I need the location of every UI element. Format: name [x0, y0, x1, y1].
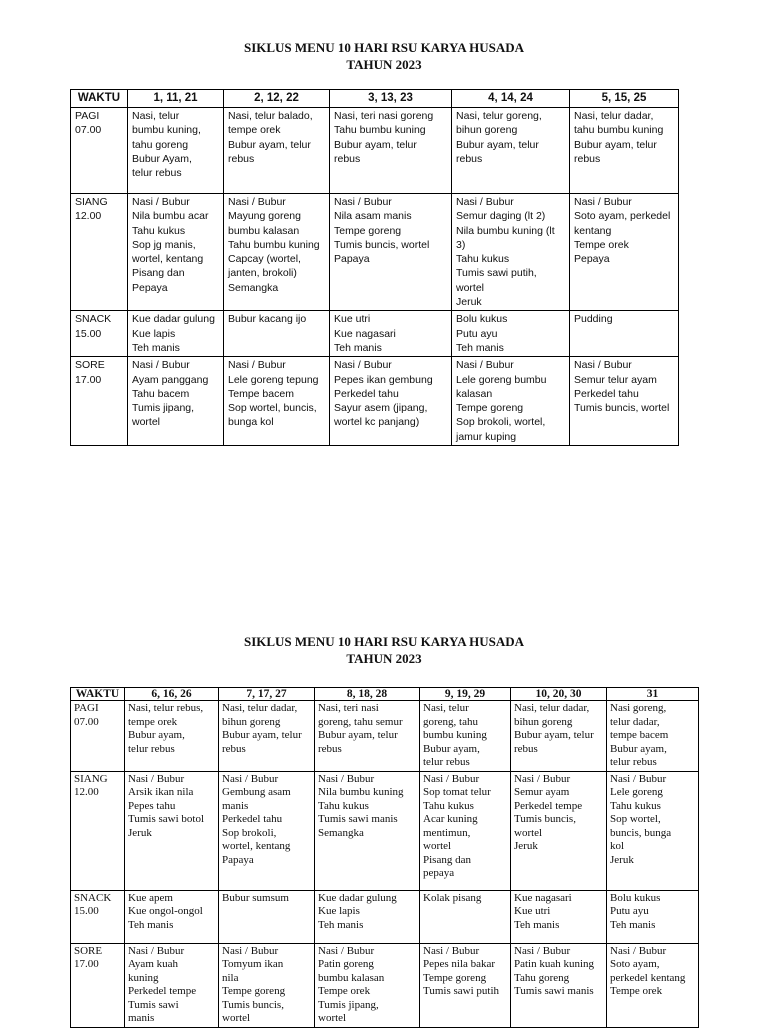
- menu-item-text: Nasi, telur dadar,: [514, 702, 590, 714]
- day-column-header: 8, 18, 28: [315, 688, 420, 701]
- meal-name: SIANG: [74, 772, 108, 785]
- menu-item-text: Tempe goreng: [456, 402, 524, 415]
- menu-item-text: Nasi / Bubur: [222, 772, 279, 785]
- menu-item-text: Tumis buncis,: [222, 998, 284, 1011]
- meal-time-cell: [71, 311, 128, 357]
- menu-item-text: Putu ayu: [456, 327, 498, 340]
- menu-cell: [607, 890, 699, 943]
- menu-item-text: Papaya: [222, 853, 254, 866]
- menu-item-text: Pisang dan: [132, 267, 185, 280]
- menu-item-text: Jeruk: [128, 826, 152, 839]
- menu-item-text: kentang: [574, 224, 612, 237]
- menu-item-text: Tahu kukus: [132, 224, 186, 237]
- menu-cell: [607, 701, 699, 772]
- day-column-header: 5, 15, 25: [570, 90, 679, 108]
- menu-item-text: wortel: [423, 840, 452, 852]
- menu-item-text: wortel, kentang: [222, 840, 291, 852]
- menu-cell: [511, 771, 607, 890]
- day-column-header: 9, 19, 29: [420, 688, 511, 701]
- menu-item-text: Nasi, telur: [132, 110, 180, 122]
- menu-item-text: telur rebus: [610, 756, 657, 768]
- menu-item-text: Nasi / Bubur: [132, 359, 190, 372]
- menu-item-text: Tempe goreng: [423, 971, 487, 984]
- menu-item-text: Semur ayam: [514, 786, 570, 798]
- meal-time-cell: [71, 943, 125, 1027]
- menu-item-text: Nasi, telur goreng,: [456, 110, 542, 122]
- menu-item-text: Teh manis: [318, 918, 364, 931]
- menu-item-text: Tomyum ikan: [222, 958, 284, 970]
- menu-item-text: Nasi / Bubur: [514, 944, 571, 957]
- menu-item-text: bumbu kuning,: [132, 124, 201, 137]
- meal-time-cell: [71, 771, 125, 890]
- menu-item-text: Bubur ayam, telur: [228, 138, 311, 151]
- menu-cell: [607, 771, 699, 890]
- meal-row: [71, 108, 679, 194]
- menu-item-text: wortel kc panjang): [334, 416, 420, 429]
- menu-item-text: rebus: [334, 152, 361, 165]
- menu-item-text: Nasi, teri nasi goreng: [334, 110, 434, 122]
- section-1-title: [0, 39, 768, 73]
- menu-item-text: wortel: [456, 281, 485, 294]
- menu-item-text: Lele goreng: [610, 786, 663, 798]
- menu-item-text: Nasi / Bubur: [423, 944, 480, 957]
- menu-item-text: kuning: [128, 971, 159, 984]
- meal-row: [71, 943, 699, 1027]
- menu-item-text: bumbu kuning: [423, 729, 487, 741]
- menu-item-text: Tumis sawi: [128, 998, 179, 1011]
- menu-cell: [125, 890, 219, 943]
- menu-item-text: Nasi / Bubur: [610, 772, 667, 785]
- menu-item-text: Lele goreng tepung: [228, 373, 319, 386]
- menu-item-text: Ayam kuah: [128, 958, 179, 970]
- menu-item-text: Nasi / Bubur: [128, 944, 185, 957]
- meal-name: SORE: [75, 359, 105, 372]
- menu-item-text: Kue nagasari: [514, 891, 572, 904]
- menu-item-text: Tahu kukus: [318, 799, 369, 812]
- meal-time: 07.00: [75, 124, 102, 137]
- menu-item-text: Nila bumbu kuning (lt: [456, 224, 555, 237]
- menu-item-text: Lele goreng bumbu: [456, 373, 547, 386]
- menu-item-text: wortel: [318, 1012, 347, 1024]
- menu-item-text: Kue nagasari: [334, 327, 396, 340]
- menu-item-text: Tahu goreng: [514, 971, 570, 984]
- menu-item-text: manis: [222, 799, 249, 812]
- menu-cell: [219, 890, 315, 943]
- meal-name: SORE: [74, 944, 103, 957]
- menu-item-text: Tumis buncis, wortel: [574, 402, 670, 415]
- menu-item-text: Bubur ayam,: [128, 729, 185, 741]
- menu-cell: [511, 701, 607, 772]
- menu-item-text: Kolak pisang: [423, 891, 482, 904]
- menu-item-text: Nasi / Bubur: [574, 359, 632, 372]
- menu-item-text: Pisang dan: [423, 853, 471, 866]
- menu-cell: [128, 311, 224, 357]
- menu-item-text: tahu goreng: [132, 138, 189, 151]
- meal-time-cell: [71, 194, 128, 311]
- menu-cell: [452, 108, 570, 194]
- menu-cell: [330, 311, 452, 357]
- menu-item-text: Kue utri: [334, 313, 371, 326]
- menu-cell: [315, 771, 420, 890]
- menu-item-text: Tahu kukus: [423, 799, 474, 812]
- waktu-header: WAKTU: [71, 688, 125, 701]
- menu-item-text: Tahu bumbu kuning: [228, 238, 320, 251]
- menu-item-text: Tumis sawi manis: [318, 813, 398, 825]
- section-2-title-line1: SIKLUS MENU 10 HARI RSU KARYA HUSADA: [243, 634, 525, 649]
- meal-row: [71, 890, 699, 943]
- menu-item-text: Bubur ayam, telur: [222, 729, 302, 741]
- menu-item-text: Teh manis: [456, 341, 504, 354]
- menu-item-text: Nasi / Bubur: [334, 359, 392, 372]
- menu-cell: [128, 194, 224, 311]
- menu-item-text: bihun goreng: [222, 715, 281, 728]
- menu-item-text: Bubur ayam, telur: [334, 138, 417, 151]
- menu-item-text: goreng, tahu semur: [318, 715, 403, 728]
- menu-cell: [224, 357, 330, 446]
- menu-item-text: Tahu kukus: [610, 799, 661, 812]
- menu-item-text: rebus: [228, 152, 255, 165]
- menu-cell: [125, 771, 219, 890]
- menu-item-text: kol: [610, 840, 625, 852]
- menu-item-text: Tahu bumbu kuning: [334, 124, 426, 137]
- menu-item-text: nila: [222, 971, 239, 984]
- menu-item-text: Bubur Ayam,: [132, 152, 192, 165]
- meal-time: 15.00: [74, 905, 99, 917]
- section-2-title-line2: TAHUN 2023: [346, 651, 422, 666]
- meal-time: 12.00: [75, 210, 102, 223]
- menu-item-text: Putu ayu: [610, 905, 649, 917]
- meal-time: 07.00: [74, 715, 99, 728]
- menu-cell: [420, 701, 511, 772]
- menu-cell: [219, 943, 315, 1027]
- menu-item-text: rebus: [574, 152, 601, 165]
- menu-item-text: Gembung asam: [222, 786, 291, 798]
- menu-cell: [224, 311, 330, 357]
- menu-item-text: Bolu kukus: [456, 313, 508, 326]
- menu-item-text: wortel: [222, 1012, 251, 1024]
- day-column-header: 4, 14, 24: [452, 90, 570, 108]
- menu-cell: [315, 701, 420, 772]
- menu-item-text: Sop jg manis,: [132, 238, 196, 251]
- waktu-header: WAKTU: [71, 90, 128, 108]
- menu-item-text: Ayam panggang: [132, 373, 209, 386]
- menu-item-text: Patin kuah kuning: [514, 958, 595, 970]
- menu-cell: [128, 108, 224, 194]
- day-column-header: 1, 11, 21: [128, 90, 224, 108]
- menu-cell: [330, 357, 452, 446]
- day-column-header: 7, 17, 27: [219, 688, 315, 701]
- menu-item-text: bihun goreng: [514, 715, 573, 728]
- menu-item-text: Capcay (wortel,: [228, 253, 301, 266]
- menu-item-text: Teh manis: [128, 918, 174, 931]
- meal-row: [71, 194, 679, 311]
- section-2-title: [0, 633, 768, 667]
- meal-time: 15.00: [75, 327, 102, 340]
- menu-cell: [570, 194, 679, 311]
- menu-cell: [330, 108, 452, 194]
- meal-time-cell: [71, 890, 125, 943]
- menu-item-text: Mayung goreng: [228, 210, 301, 223]
- menu-item-text: Teh manis: [514, 918, 560, 931]
- menu-item-text: bumbu kalasan: [318, 971, 385, 984]
- menu-item-text: Semangka: [318, 826, 364, 839]
- menu-item-text: jamur kuping: [456, 430, 517, 443]
- menu-table-1: [70, 89, 679, 446]
- menu-cell: [224, 194, 330, 311]
- menu-item-text: goreng, tahu: [423, 715, 478, 728]
- meal-name: SNACK: [74, 891, 112, 904]
- meal-time: 17.00: [74, 958, 99, 970]
- menu-item-text: Kue lapis: [318, 905, 360, 917]
- menu-item-text: kalasan: [456, 387, 493, 400]
- menu-item-text: Sop wortel,: [610, 813, 661, 825]
- menu-item-text: Soto ayam, perkedel: [574, 210, 671, 223]
- menu-item-text: telur rebus: [423, 756, 470, 768]
- menu-item-text: Acar kuning: [423, 813, 478, 825]
- menu-cell: [125, 701, 219, 772]
- menu-item-text: rebus: [514, 742, 538, 755]
- meal-row: [71, 311, 679, 357]
- menu-item-text: Bubur ayam,: [610, 742, 667, 755]
- meal-row: [71, 771, 699, 890]
- menu-cell: [570, 108, 679, 194]
- menu-item-text: Perkedel tahu: [222, 813, 283, 825]
- menu-item-text: Jeruk: [610, 853, 634, 866]
- menu-cell: [511, 943, 607, 1027]
- menu-item-text: janten, brokoli): [228, 267, 297, 280]
- meal-name: SNACK: [75, 313, 112, 326]
- menu-cell: [420, 943, 511, 1027]
- meal-name: SIANG: [75, 196, 108, 208]
- menu-item-text: Perkedel tempe: [514, 799, 583, 812]
- menu-item-text: 3): [456, 238, 466, 251]
- menu-item-text: Bubur ayam,: [423, 742, 480, 755]
- menu-item-text: Tempe orek: [610, 985, 663, 997]
- menu-cell: [570, 357, 679, 446]
- menu-item-text: Pepaya: [574, 253, 610, 266]
- menu-item-text: Nasi goreng,: [610, 702, 667, 714]
- menu-item-text: buncis, bunga: [610, 826, 672, 839]
- menu-item-text: Sop brokoli, wortel,: [456, 416, 546, 429]
- menu-item-text: Bubur kacang ijo: [228, 313, 307, 326]
- menu-item-text: Tempe goreng: [334, 224, 402, 237]
- menu-item-text: bumbu kalasan: [228, 224, 300, 237]
- menu-item-text: Teh manis: [334, 341, 382, 354]
- menu-item-text: Jeruk: [514, 840, 538, 852]
- menu-cell: [452, 357, 570, 446]
- menu-cell: [452, 311, 570, 357]
- menu-item-text: Papaya: [334, 253, 370, 266]
- menu-item-text: Sop wortel, buncis,: [228, 402, 317, 415]
- menu-item-text: Semur daging (lt 2): [456, 210, 546, 223]
- menu-cell: [125, 943, 219, 1027]
- menu-item-text: telur rebus: [128, 742, 175, 755]
- menu-item-text: Kue dadar gulung: [318, 891, 397, 904]
- menu-item-text: Bubur ayam, telur: [514, 729, 594, 741]
- menu-item-text: Arsik ikan nila: [128, 786, 194, 798]
- menu-item-text: wortel, kentang: [132, 253, 204, 266]
- menu-item-text: Perkedel tahu: [574, 387, 639, 400]
- menu-item-text: Bubur ayam, telur: [318, 729, 398, 741]
- menu-cell: [570, 311, 679, 357]
- menu-item-text: Tempe bacem: [228, 387, 294, 400]
- header-row: [71, 90, 679, 108]
- day-column-header: 10, 20, 30: [511, 688, 607, 701]
- menu-item-text: Tumis sawi putih: [423, 985, 500, 997]
- menu-item-text: telur rebus: [132, 167, 182, 180]
- menu-cell: [219, 701, 315, 772]
- menu-item-text: Tumis sawi manis: [514, 985, 594, 997]
- menu-item-text: Nasi, telur dadar,: [574, 110, 654, 122]
- menu-item-text: Nasi, telur: [423, 702, 469, 714]
- section-1-title-line2: TAHUN 2023: [346, 57, 422, 72]
- menu-item-text: Kue lapis: [132, 327, 176, 340]
- menu-item-text: perkedel kentang: [610, 971, 686, 984]
- meal-time: 17.00: [75, 373, 102, 386]
- menu-item-text: Teh manis: [610, 918, 656, 931]
- menu-item-text: Nasi / Bubur: [334, 196, 392, 208]
- menu-item-text: Tempe goreng: [222, 985, 286, 997]
- menu-item-text: Pepaya: [132, 281, 168, 294]
- menu-item-text: bihun goreng: [456, 124, 518, 137]
- menu-item-text: Jeruk: [456, 296, 482, 309]
- menu-item-text: Kue ongol-ongol: [128, 905, 203, 917]
- menu-cell: [315, 890, 420, 943]
- menu-item-text: Tumis sawi botol: [128, 813, 205, 825]
- menu-item-text: Nasi / Bubur: [132, 196, 190, 208]
- menu-cell: [128, 357, 224, 446]
- menu-item-text: bunga kol: [228, 416, 274, 429]
- menu-item-text: Nasi / Bubur: [228, 196, 286, 208]
- menu-item-text: tahu bumbu kuning: [574, 124, 664, 137]
- menu-item-text: Soto ayam,: [610, 958, 660, 970]
- menu-item-text: Semangka: [228, 281, 279, 294]
- menu-item-text: Nasi / Bubur: [456, 359, 514, 372]
- menu-cell: [420, 771, 511, 890]
- menu-item-text: Tumis sawi putih,: [456, 267, 537, 280]
- menu-item-text: Teh manis: [132, 341, 180, 354]
- menu-item-text: Pepes tahu: [128, 799, 176, 812]
- menu-cell: [607, 943, 699, 1027]
- menu-item-text: Perkedel tempe: [128, 985, 197, 997]
- menu-item-text: Nasi, telur rebus,: [128, 702, 204, 714]
- meal-name: PAGI: [75, 110, 100, 122]
- menu-item-text: Nasi / Bubur: [128, 772, 185, 785]
- meal-row: [71, 701, 699, 772]
- meal-row: [71, 357, 679, 446]
- menu-cell: [452, 194, 570, 311]
- menu-item-text: wortel: [514, 826, 543, 839]
- day-column-header: 6, 16, 26: [125, 688, 219, 701]
- menu-cell: [420, 890, 511, 943]
- menu-item-text: Pudding: [574, 313, 613, 326]
- menu-item-text: Sayur asem (jipang,: [334, 402, 428, 415]
- day-column-header: 3, 13, 23: [330, 90, 452, 108]
- menu-cell: [315, 943, 420, 1027]
- menu-item-text: Tumis buncis, wortel: [334, 238, 430, 251]
- menu-item-text: rebus: [222, 742, 246, 755]
- menu-item-text: Nasi, teri nasi: [318, 702, 379, 714]
- meal-name: PAGI: [74, 702, 99, 714]
- menu-item-text: Nila asam manis: [334, 210, 412, 223]
- menu-item-text: Kue utri: [514, 905, 551, 917]
- meal-time: 12.00: [74, 786, 99, 798]
- menu-item-text: Nasi / Bubur: [222, 944, 279, 957]
- menu-item-text: Kue apem: [128, 891, 173, 904]
- menu-item-text: Bubur ayam, telur: [456, 138, 539, 151]
- menu-item-text: tempe orek: [228, 124, 281, 137]
- menu-item-text: Pepes ikan gembung: [334, 373, 433, 386]
- menu-item-text: Semur telur ayam: [574, 373, 657, 386]
- menu-item-text: Nasi / Bubur: [456, 196, 514, 208]
- menu-item-text: mentimun,: [423, 826, 471, 839]
- menu-item-text: Tahu bacem: [132, 387, 190, 400]
- menu-item-text: Nasi / Bubur: [318, 772, 375, 785]
- menu-item-text: Nila bumbu acar: [132, 210, 209, 223]
- menu-item-text: Nasi, telur balado,: [228, 110, 313, 122]
- menu-item-text: Bubur sumsum: [222, 891, 289, 904]
- menu-item-text: Nasi / Bubur: [514, 772, 571, 785]
- menu-item-text: rebus: [318, 742, 342, 755]
- menu-cell: [224, 108, 330, 194]
- menu-item-text: pepaya: [423, 867, 455, 879]
- menu-item-text: Patin goreng: [318, 958, 374, 970]
- menu-item-text: tempe orek: [128, 715, 178, 728]
- menu-item-text: telur dadar,: [610, 715, 660, 728]
- header-row: [71, 688, 699, 701]
- menu-item-text: Nila bumbu kuning: [318, 786, 404, 798]
- menu-item-text: Nasi / Bubur: [318, 944, 375, 957]
- menu-item-text: Tumis buncis,: [514, 813, 576, 825]
- menu-item-text: manis: [128, 1012, 155, 1024]
- menu-item-text: Tumis jipang,: [132, 402, 195, 415]
- meal-time-cell: [71, 357, 128, 446]
- menu-item-text: Nasi / Bubur: [574, 196, 632, 208]
- menu-item-text: Bubur ayam, telur: [574, 138, 657, 151]
- menu-item-text: Bolu kukus: [610, 891, 661, 904]
- menu-cell: [219, 771, 315, 890]
- menu-table-2: [70, 687, 699, 1028]
- menu-item-text: Tempe orek: [318, 985, 371, 997]
- day-column-header: 31: [607, 688, 699, 701]
- meal-time-cell: [71, 701, 125, 772]
- day-column-header: 2, 12, 22: [224, 90, 330, 108]
- menu-item-text: Kue dadar gulung: [132, 313, 215, 326]
- menu-item-text: tempe bacem: [610, 729, 669, 741]
- meal-time-cell: [71, 108, 128, 194]
- menu-item-text: wortel: [132, 416, 161, 429]
- menu-cell: [511, 890, 607, 943]
- menu-item-text: Tempe orek: [574, 238, 629, 251]
- menu-item-text: rebus: [456, 152, 483, 165]
- menu-item-text: Nasi / Bubur: [423, 772, 480, 785]
- menu-item-text: Sop brokoli,: [222, 826, 277, 839]
- menu-item-text: Pepes nila bakar: [423, 958, 496, 970]
- menu-item-text: Nasi, telur dadar,: [222, 702, 298, 714]
- menu-item-text: Nasi / Bubur: [610, 944, 667, 957]
- menu-item-text: Sop tomat telur: [423, 786, 491, 798]
- menu-item-text: Tahu kukus: [456, 253, 510, 266]
- menu-item-text: Perkedel tahu: [334, 387, 399, 400]
- menu-item-text: Nasi / Bubur: [228, 359, 286, 372]
- menu-item-text: Tumis jipang,: [318, 998, 379, 1011]
- menu-cell: [330, 194, 452, 311]
- section-1-title-line1: SIKLUS MENU 10 HARI RSU KARYA HUSADA: [243, 40, 525, 55]
